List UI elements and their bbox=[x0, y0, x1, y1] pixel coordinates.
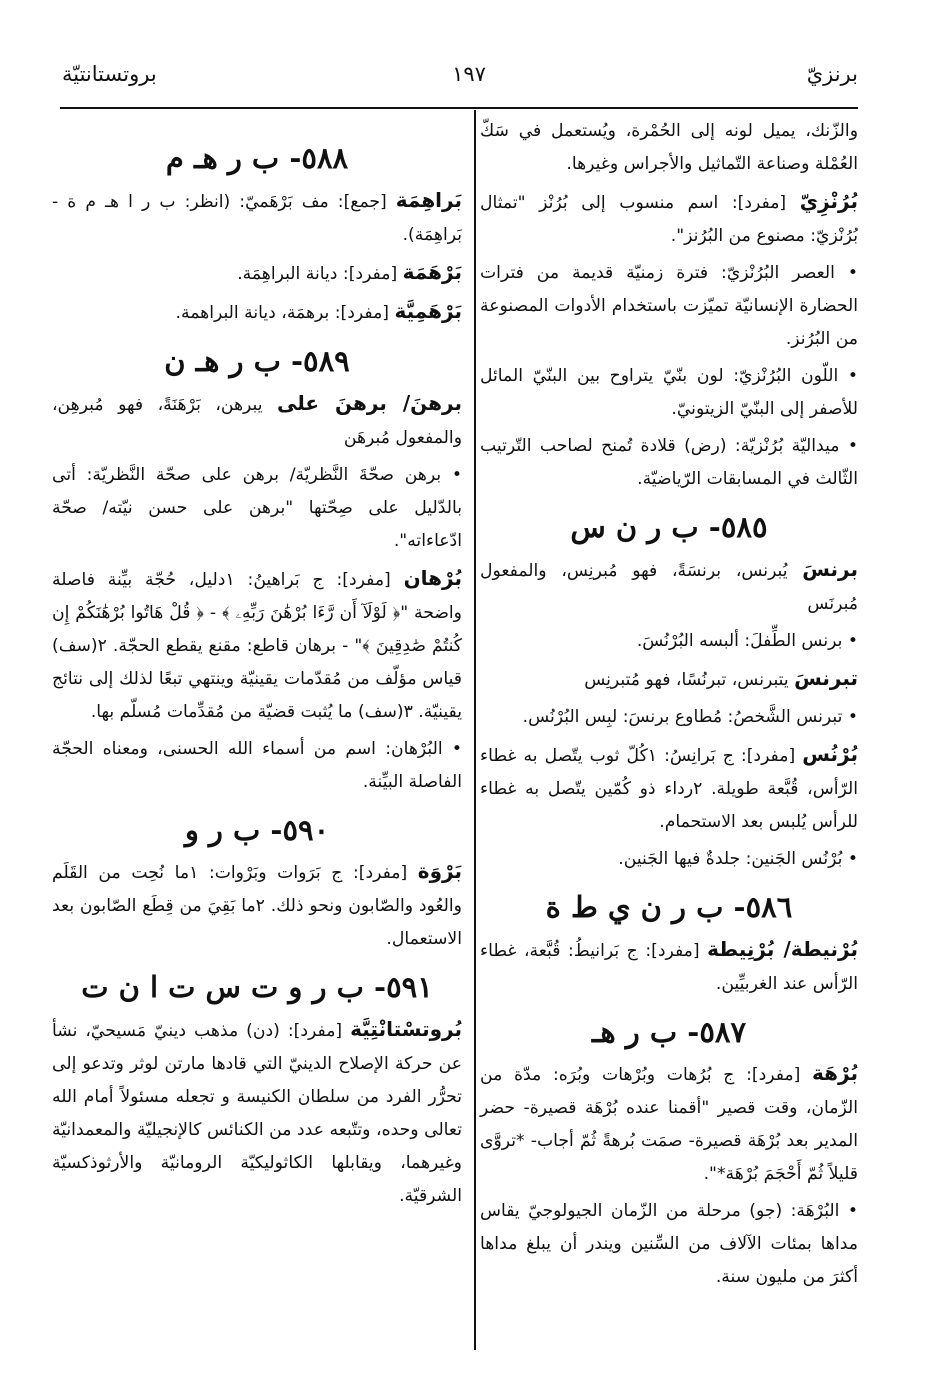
root-heading: ٥٨٨- ب ر هـ م bbox=[165, 141, 349, 175]
entry-definition: • البُرْهان: اسم من أسماء الله الحسنى، ومعناه الحجّة الفاصلة البيِّنة. bbox=[52, 738, 462, 792]
dictionary-entry bbox=[480, 843, 858, 876]
entry-definition: [مفرد]: اسم منسوب إلى بُرُنْز "تمثال بُرُنْزيّ: مصنوع من البُرُنز". bbox=[480, 193, 858, 246]
root-heading: ٥٨٩- ب ر هـ ن bbox=[164, 343, 350, 378]
entry-definition: يُبرنس، برنسَةً، فهو مُبرنِس، والمفعول مُبرنَس bbox=[480, 560, 858, 614]
headword: بُرْهان bbox=[403, 565, 462, 590]
dictionary-entry bbox=[52, 184, 462, 252]
dictionary-entry bbox=[480, 1057, 858, 1191]
entry-definition: [مفرد]: برهمَة، ديانة البراهمة. bbox=[175, 302, 395, 323]
entry-definition: [مفرد]: ج بَرَوات وبَرْوات: ١ما نُحِت من القَلَم والعُود والصّابون ونحو ذلك. ٢ما بَقِيَ من قِطَع الصّابون بعد الاستعمال. bbox=[52, 863, 462, 950]
entry-definition: • ميداليّة بُرُنْزيّة: (رض) قلادة تُمنح لصاحب التّرتيب الثّالث في المسابقات الرّياضيّة. bbox=[480, 436, 858, 489]
entry-definition: [مفرد]: ديانة البراهِمَة. bbox=[237, 263, 403, 284]
dictionary-entry bbox=[52, 733, 462, 799]
entry-definition: • البُرْهَة: (جو) مرحلة من الزّمان الجيولوجيّ يقاس مداها بمئات الآلاف من السِّنين ويندر أن يبلغ مداها أكثرَ من مليون سنة. bbox=[480, 1201, 858, 1288]
dictionary-entry bbox=[480, 738, 858, 839]
dictionary-entry bbox=[52, 256, 462, 291]
dictionary-entry bbox=[480, 553, 858, 621]
dictionary-entry bbox=[52, 295, 462, 330]
entry-definition: [مفرد]: ج بَراهينُ: ١دليل، حُجّة بيِّنة فاصلة واضحة "﴿ لَوْلَآ أَن رَّءَا بُرْهَٰنَ رَبِّهِۦ ﴾ - ﴿ قُلْ هَاتُوا بُرْهَٰنَكُمْ إِن كُنتُمْ صَٰدِقِينَ ﴾" - برهان قاطع: مقنع يقطع الحجّة. ٢(سف) قياس مؤلّف من مُقدّمات يقينيّة وينتهي تبعًا لذلك إلى نتائج يقينيّة. ٣(سف) ما يُثبت قضيّة من مُقدِّمات مُسلّم بها. bbox=[52, 569, 462, 722]
dictionary-entry bbox=[52, 387, 462, 455]
dictionary-entry bbox=[480, 662, 858, 697]
entry-definition: • العصر البُرُنْزيّ: فترة زمنيّة قديمة من فترات الحضارة الإنسانيّة تميّزت باستخدام الأدوات المصنوعة من البُرُنز. bbox=[480, 263, 858, 349]
column-divider bbox=[474, 110, 476, 1350]
headword: بُرْنيطة/ بُرْنِيطة bbox=[707, 936, 858, 961]
dictionary-entry bbox=[52, 459, 462, 558]
dictionary-entry bbox=[480, 933, 858, 1001]
dictionary-entry bbox=[480, 257, 858, 356]
headword: برنسَ bbox=[802, 556, 858, 581]
root-heading: ٥٨٧- ب ر هـ bbox=[591, 1014, 747, 1049]
headword: بُروتسْتانْتِيَّة bbox=[350, 1017, 462, 1042]
dictionary-entry bbox=[480, 701, 858, 734]
dictionary-entry bbox=[52, 855, 462, 956]
entry-definition: • بُرْنُس الجَنين: جلدةٌ فيها الجَنين. bbox=[618, 848, 858, 869]
entry-definition: [جمع]: مف بَرْهَميّ: (انظر: ب ر ا هـ م ة - بَراهِمَة). bbox=[52, 191, 462, 245]
headword: بَراهِمَة bbox=[395, 187, 462, 212]
entry-definition: [مفرد]: (دن) مذهب دينيّ مَسيحيّ، نشأ عن حركة الإصلاح الدينيّ التي قادها مارتن لوثر وتدعو إلى تحرُّر الفرد من سلطان الكنيسة و تجعله مسئولاً أمام الله تعالى وحده، وتتّبعه عدد من الكنائس كالإنجيليّة والمعمدانيّة وغيرهما، ويقابلها الكاثوليكيّة الرومانيّة والأرثوذكسيّة الشرقيّة. bbox=[52, 1021, 462, 1207]
header-rule bbox=[60, 107, 858, 109]
dictionary-entry bbox=[52, 562, 462, 729]
entry-definition: والزّنك، يميل لونه إلى الحُمْرة، ويُستعمل في سَكّ العُمْلة وصناعة التّماثيل والأجراس وغيرها. bbox=[480, 121, 858, 174]
headword: بُرْنُس bbox=[802, 741, 858, 766]
entry-definition: يتبرنس، تبرنُسًا، فهو مُتبرنِس bbox=[584, 669, 795, 690]
dictionary-entry bbox=[480, 430, 858, 496]
entry-definition: • تبرنس الشَّخصُ: مُطاوع برنسَ: لبِس البُرْنُس. bbox=[522, 706, 858, 727]
headword: بَرْهَمِيَّة bbox=[394, 298, 462, 323]
headword: بَرْوَة bbox=[417, 859, 462, 884]
headword: بُرْهَة bbox=[812, 1061, 858, 1086]
dictionary-entry bbox=[480, 115, 858, 181]
dictionary-entry bbox=[480, 1195, 858, 1294]
right-column bbox=[480, 115, 858, 1298]
entry-definition: [مفرد]: ج بَرانِسُ: ١كُلّ ثوب يتّصل به غطاء الرّأس، قُبَّعة طويلة. ٢رداء ذو كُمّين يتّصل به غطاء للرأس يُلبس بعد الاستحمام. bbox=[480, 745, 858, 832]
headword: بَرْهَمَة bbox=[402, 259, 462, 284]
headword: بُرُنْزِيّ bbox=[799, 189, 858, 213]
entry-definition: [مفرد]: ج بُرُهات وبُرْهات وبُرَه: مدّة من الزّمان، وقت قصير "أقمنا عنده بُرْهَة قصيرة- حضر المدير بعد بُرْهَة قصيرة- صمَت بُرهةً ثُمّ أجاب- *تروَّى قليلاً ثُمّ أَحْجَمَ بُرْهَة*". bbox=[480, 1065, 858, 1185]
root-heading: ٥٨٥- ب ر ن س bbox=[570, 510, 768, 544]
dictionary-entry bbox=[480, 360, 858, 426]
root-heading: ٥٨٦- ب ر ن ي ط ة bbox=[545, 889, 793, 924]
left-column bbox=[52, 115, 462, 1217]
root-heading: ٥٩١- ب ر و ت س ت ا ن ت bbox=[81, 970, 433, 1005]
dictionary-entry bbox=[480, 625, 858, 658]
root-heading: ٥٩٠- ب ر و bbox=[184, 812, 330, 847]
entry-definition: • برنس الطِّفلَ: ألبسه البُرْنُسَ. bbox=[636, 630, 858, 651]
guide-word-right: برنزيّ bbox=[806, 62, 858, 86]
entry-definition: يبرهن، بَرْهَنَةً، فهو مُبرهِن، والمفعول مُبرهَن bbox=[52, 394, 462, 448]
dictionary-entry bbox=[52, 1013, 462, 1213]
dictionary-entry bbox=[480, 185, 858, 253]
headword: برهنَ/ برهنَ على bbox=[277, 390, 462, 415]
guide-word-left: بروتستانتيّة bbox=[62, 62, 157, 86]
headword: تبرنسَ bbox=[794, 665, 858, 690]
entry-definition: • برهن صحّةَ النَّظريّة/ برهن على صحّة النَّظريّة: أتى بالدّليل على صِحّتها "برهن على حسن نيّته/ صحّة ادّعاءاته". bbox=[52, 464, 462, 551]
entry-definition: • اللّون البُرُنْزيّ: لون بنّيّ يتراوح بين البنّيّ المائل للأصفر إلى البنّيّ الزيتونيّ. bbox=[480, 366, 858, 419]
page-number: ١٩٧ bbox=[452, 62, 486, 86]
entry-definition: [مفرد]: ج بَرانيطُ: قُبَّعة، غطاء الرّأس عند الغربيِّين. bbox=[480, 940, 858, 994]
